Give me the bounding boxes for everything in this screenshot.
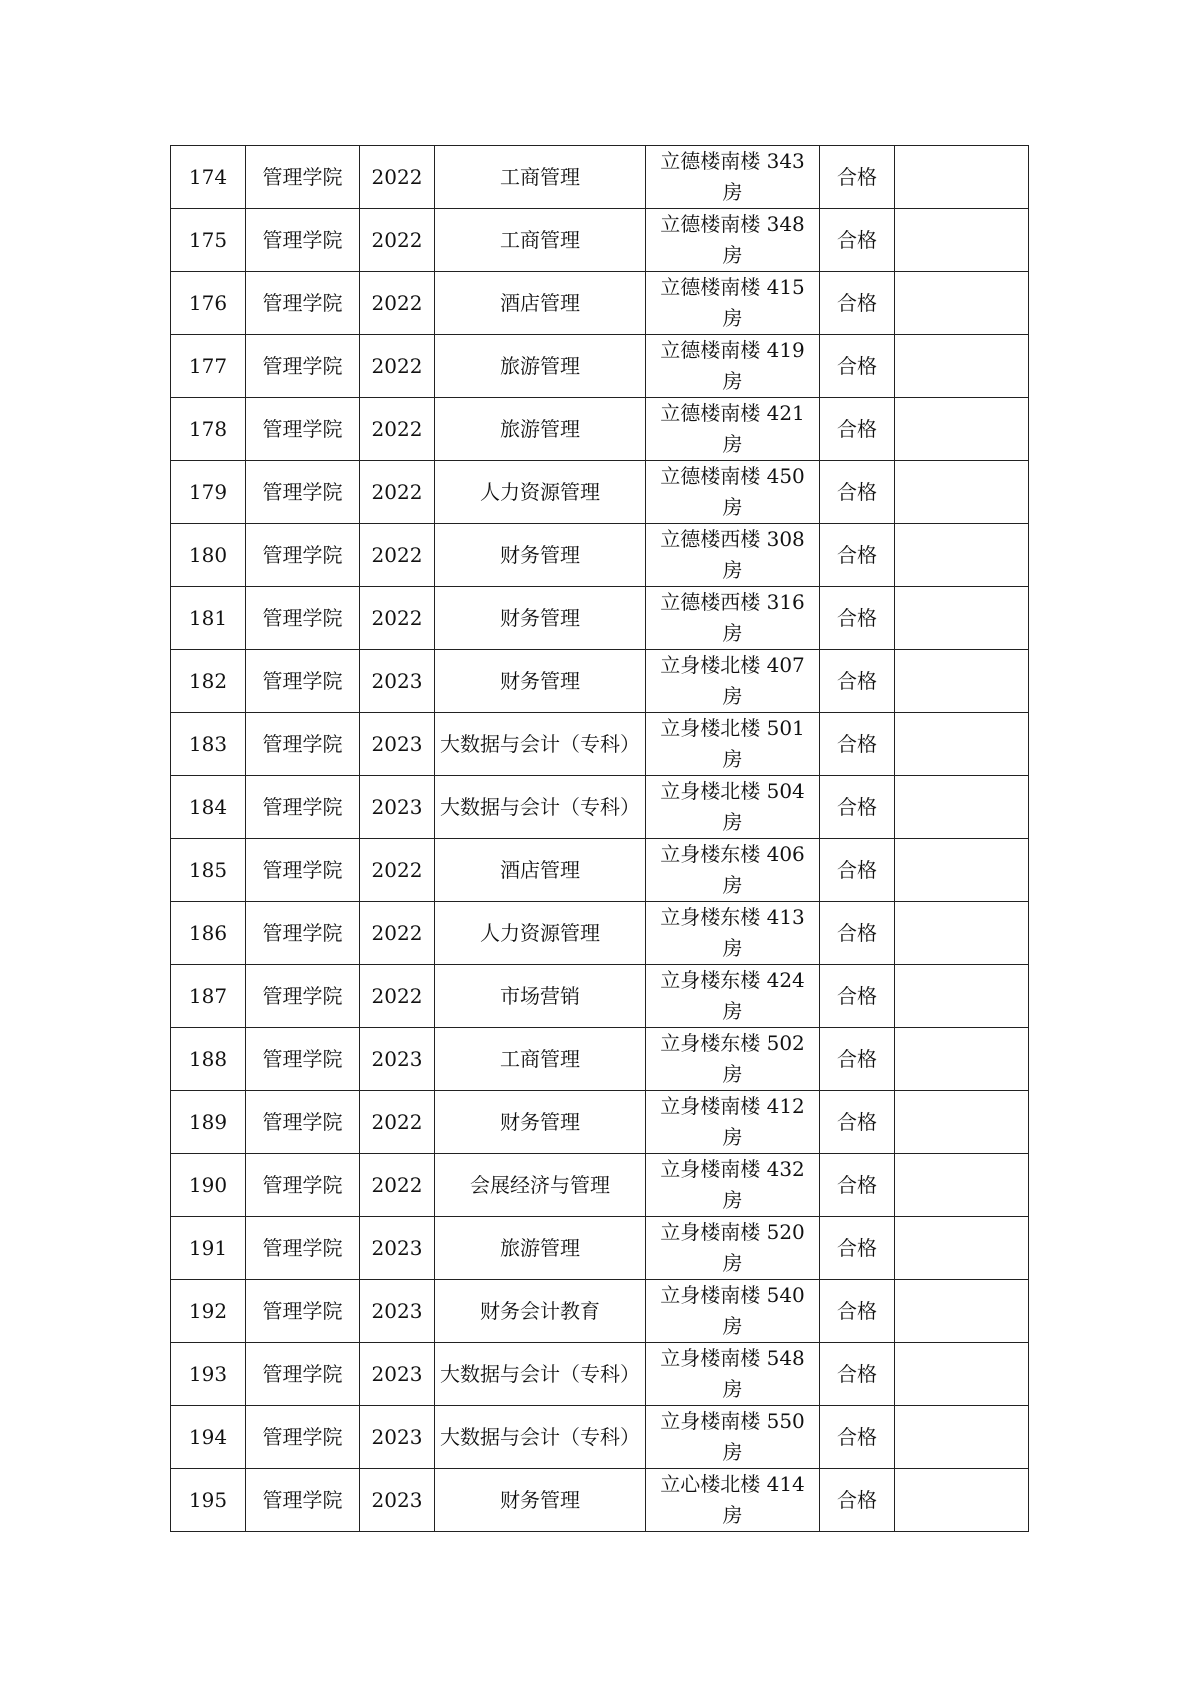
serial-number-cell: 189 [171, 1091, 246, 1154]
table-row [171, 209, 1029, 272]
grade-year-cell: 2022 [360, 839, 435, 902]
table-row [171, 461, 1029, 524]
serial-number-cell: 176 [171, 272, 246, 335]
grade-year-cell: 2023 [360, 650, 435, 713]
major-cell: 工商管理 [435, 209, 646, 272]
dorm-room-line1: 立身楼北楼 407 [660, 653, 805, 677]
dorm-room-line1: 立身楼东楼 406 [660, 842, 805, 866]
college-cell: 管理学院 [246, 1406, 360, 1469]
dorm-room-line1: 立身楼南楼 550 [660, 1409, 805, 1433]
result-cell: 合格 [820, 902, 895, 965]
note-cell [895, 650, 1029, 713]
note-cell [895, 587, 1029, 650]
serial-number-cell: 193 [171, 1343, 246, 1406]
grade-year-cell: 2022 [360, 146, 435, 209]
result-cell: 合格 [820, 1154, 895, 1217]
dorm-room-line1: 立身楼南楼 432 [660, 1157, 805, 1181]
dorm-room-cell [646, 965, 820, 1028]
dorm-room-line1: 立心楼北楼 414 [660, 1472, 805, 1496]
note-cell [895, 1469, 1029, 1532]
result-cell: 合格 [820, 1469, 895, 1532]
table-row [171, 650, 1029, 713]
dorm-room-line2: 房 [722, 1125, 743, 1149]
dorm-room-line2: 房 [722, 873, 743, 897]
dorm-room-line2: 房 [722, 936, 743, 960]
dorm-room-line2: 房 [722, 621, 743, 645]
serial-number-cell: 192 [171, 1280, 246, 1343]
result-cell: 合格 [820, 524, 895, 587]
dorm-room-line2: 房 [722, 747, 743, 771]
dorm-room-line1: 立身楼南楼 520 [660, 1220, 805, 1244]
serial-number-cell: 174 [171, 146, 246, 209]
dorm-room-line2: 房 [722, 684, 743, 708]
dorm-room-line2: 房 [722, 495, 743, 519]
dorm-room-line1: 立身楼东楼 424 [660, 968, 805, 992]
dorm-room-line2: 房 [722, 999, 743, 1023]
dorm-room-line2: 房 [722, 1062, 743, 1086]
major-cell: 旅游管理 [435, 398, 646, 461]
dorm-room-line1: 立身楼北楼 504 [660, 779, 805, 803]
note-cell [895, 335, 1029, 398]
college-cell: 管理学院 [246, 1469, 360, 1532]
college-cell: 管理学院 [246, 461, 360, 524]
table-row [171, 965, 1029, 1028]
dorm-room-cell [646, 461, 820, 524]
major-cell: 旅游管理 [435, 335, 646, 398]
dorm-room-line2: 房 [722, 810, 743, 834]
serial-number-cell: 185 [171, 839, 246, 902]
table-row [171, 1154, 1029, 1217]
result-cell: 合格 [820, 965, 895, 1028]
dormitory-inspection-table [170, 145, 1029, 1532]
serial-number-cell: 180 [171, 524, 246, 587]
grade-year-cell: 2022 [360, 902, 435, 965]
major-cell: 旅游管理 [435, 1217, 646, 1280]
major-cell: 财务管理 [435, 524, 646, 587]
table-row [171, 335, 1029, 398]
note-cell [895, 1154, 1029, 1217]
result-cell: 合格 [820, 1406, 895, 1469]
serial-number-cell: 178 [171, 398, 246, 461]
grade-year-cell: 2023 [360, 1028, 435, 1091]
dorm-room-cell [646, 839, 820, 902]
note-cell [895, 1028, 1029, 1091]
dorm-room-line1: 立德楼南楼 343 [660, 149, 805, 173]
college-cell: 管理学院 [246, 1154, 360, 1217]
result-cell: 合格 [820, 335, 895, 398]
result-cell: 合格 [820, 1091, 895, 1154]
college-cell: 管理学院 [246, 1280, 360, 1343]
serial-number-cell: 195 [171, 1469, 246, 1532]
serial-number-cell: 188 [171, 1028, 246, 1091]
major-cell: 市场营销 [435, 965, 646, 1028]
dorm-room-line1: 立德楼南楼 348 [660, 212, 805, 236]
grade-year-cell: 2022 [360, 965, 435, 1028]
note-cell [895, 776, 1029, 839]
dorm-room-line1: 立身楼南楼 412 [660, 1094, 805, 1118]
dorm-room-line2: 房 [722, 369, 743, 393]
college-cell: 管理学院 [246, 209, 360, 272]
grade-year-cell: 2022 [360, 209, 435, 272]
major-cell: 人力资源管理 [435, 902, 646, 965]
note-cell [895, 524, 1029, 587]
table-row [171, 1469, 1029, 1532]
major-cell: 财务管理 [435, 587, 646, 650]
result-cell: 合格 [820, 209, 895, 272]
dorm-room-cell [646, 1028, 820, 1091]
result-cell: 合格 [820, 587, 895, 650]
result-cell: 合格 [820, 1280, 895, 1343]
table-row [171, 1343, 1029, 1406]
dorm-room-cell [646, 209, 820, 272]
note-cell [895, 1280, 1029, 1343]
dorm-room-line1: 立德楼西楼 316 [660, 590, 805, 614]
dorm-room-cell [646, 587, 820, 650]
table-row [171, 1406, 1029, 1469]
table-row [171, 524, 1029, 587]
note-cell [895, 1217, 1029, 1280]
dorm-room-cell [646, 524, 820, 587]
major-cell: 财务管理 [435, 1469, 646, 1532]
dorm-room-cell [646, 1469, 820, 1532]
grade-year-cell: 2022 [360, 1154, 435, 1217]
dorm-room-line1: 立身楼南楼 540 [660, 1283, 805, 1307]
serial-number-cell: 179 [171, 461, 246, 524]
major-cell: 财务管理 [435, 1091, 646, 1154]
table-row [171, 146, 1029, 209]
serial-number-cell: 194 [171, 1406, 246, 1469]
note-cell [895, 1091, 1029, 1154]
college-cell: 管理学院 [246, 776, 360, 839]
serial-number-cell: 175 [171, 209, 246, 272]
college-cell: 管理学院 [246, 1217, 360, 1280]
note-cell [895, 1406, 1029, 1469]
result-cell: 合格 [820, 1217, 895, 1280]
dorm-room-cell [646, 1091, 820, 1154]
dorm-room-line1: 立德楼南楼 415 [660, 275, 805, 299]
dorm-room-line2: 房 [722, 1440, 743, 1464]
note-cell [895, 209, 1029, 272]
grade-year-cell: 2022 [360, 335, 435, 398]
result-cell: 合格 [820, 146, 895, 209]
dorm-room-cell [646, 146, 820, 209]
result-cell: 合格 [820, 461, 895, 524]
table-row [171, 1028, 1029, 1091]
college-cell: 管理学院 [246, 524, 360, 587]
table-row [171, 776, 1029, 839]
table-row [171, 1217, 1029, 1280]
major-cell: 大数据与会计（专科） [435, 713, 646, 776]
major-cell: 大数据与会计（专科） [435, 1343, 646, 1406]
major-cell: 工商管理 [435, 146, 646, 209]
serial-number-cell: 177 [171, 335, 246, 398]
dorm-room-cell [646, 1406, 820, 1469]
result-cell: 合格 [820, 776, 895, 839]
grade-year-cell: 2022 [360, 1091, 435, 1154]
grade-year-cell: 2022 [360, 524, 435, 587]
dorm-room-line1: 立身楼南楼 548 [660, 1346, 805, 1370]
serial-number-cell: 190 [171, 1154, 246, 1217]
serial-number-cell: 183 [171, 713, 246, 776]
college-cell: 管理学院 [246, 272, 360, 335]
dorm-room-line2: 房 [722, 1377, 743, 1401]
note-cell [895, 839, 1029, 902]
dorm-room-line2: 房 [722, 558, 743, 582]
result-cell: 合格 [820, 272, 895, 335]
result-cell: 合格 [820, 398, 895, 461]
major-cell: 酒店管理 [435, 839, 646, 902]
dorm-room-line2: 房 [722, 243, 743, 267]
dorm-room-cell [646, 713, 820, 776]
college-cell: 管理学院 [246, 398, 360, 461]
dorm-room-cell [646, 272, 820, 335]
table-row [171, 839, 1029, 902]
dorm-room-line2: 房 [722, 1251, 743, 1275]
dorm-room-cell [646, 1280, 820, 1343]
dorm-room-cell [646, 398, 820, 461]
dorm-room-cell [646, 902, 820, 965]
result-cell: 合格 [820, 650, 895, 713]
dorm-room-line2: 房 [722, 180, 743, 204]
result-cell: 合格 [820, 1343, 895, 1406]
dorm-room-line1: 立德楼西楼 308 [660, 527, 805, 551]
note-cell [895, 461, 1029, 524]
college-cell: 管理学院 [246, 650, 360, 713]
grade-year-cell: 2022 [360, 461, 435, 524]
grade-year-cell: 2022 [360, 272, 435, 335]
note-cell [895, 902, 1029, 965]
table-row [171, 587, 1029, 650]
note-cell [895, 965, 1029, 1028]
college-cell: 管理学院 [246, 587, 360, 650]
dorm-room-cell [646, 335, 820, 398]
serial-number-cell: 182 [171, 650, 246, 713]
table-row [171, 713, 1029, 776]
dorm-room-line2: 房 [722, 1314, 743, 1338]
college-cell: 管理学院 [246, 146, 360, 209]
major-cell: 人力资源管理 [435, 461, 646, 524]
college-cell: 管理学院 [246, 1028, 360, 1091]
grade-year-cell: 2023 [360, 1406, 435, 1469]
grade-year-cell: 2022 [360, 587, 435, 650]
dorm-room-cell [646, 1154, 820, 1217]
major-cell: 大数据与会计（专科） [435, 776, 646, 839]
college-cell: 管理学院 [246, 1091, 360, 1154]
grade-year-cell: 2023 [360, 1217, 435, 1280]
dorm-room-line1: 立身楼北楼 501 [660, 716, 805, 740]
table-row [171, 272, 1029, 335]
table-row [171, 1280, 1029, 1343]
grade-year-cell: 2023 [360, 776, 435, 839]
grade-year-cell: 2022 [360, 398, 435, 461]
dorm-room-cell [646, 650, 820, 713]
table-row [171, 902, 1029, 965]
note-cell [895, 146, 1029, 209]
grade-year-cell: 2023 [360, 1343, 435, 1406]
serial-number-cell: 184 [171, 776, 246, 839]
dorm-room-line2: 房 [722, 432, 743, 456]
major-cell: 财务管理 [435, 650, 646, 713]
college-cell: 管理学院 [246, 902, 360, 965]
dorm-room-line2: 房 [722, 1188, 743, 1212]
major-cell: 会展经济与管理 [435, 1154, 646, 1217]
serial-number-cell: 191 [171, 1217, 246, 1280]
dorm-room-line2: 房 [722, 306, 743, 330]
dorm-room-cell [646, 1343, 820, 1406]
table-row [171, 398, 1029, 461]
note-cell [895, 1343, 1029, 1406]
dorm-room-line1: 立身楼东楼 413 [660, 905, 805, 929]
college-cell: 管理学院 [246, 965, 360, 1028]
dorm-room-line1: 立德楼南楼 421 [660, 401, 805, 425]
grade-year-cell: 2023 [360, 1469, 435, 1532]
dorm-room-cell [646, 776, 820, 839]
result-cell: 合格 [820, 713, 895, 776]
result-cell: 合格 [820, 1028, 895, 1091]
major-cell: 酒店管理 [435, 272, 646, 335]
dorm-room-line1: 立德楼南楼 450 [660, 464, 805, 488]
serial-number-cell: 186 [171, 902, 246, 965]
college-cell: 管理学院 [246, 713, 360, 776]
serial-number-cell: 187 [171, 965, 246, 1028]
dorm-room-cell [646, 1217, 820, 1280]
result-cell: 合格 [820, 839, 895, 902]
grade-year-cell: 2023 [360, 713, 435, 776]
table-body [171, 146, 1029, 1532]
major-cell: 财务会计教育 [435, 1280, 646, 1343]
college-cell: 管理学院 [246, 839, 360, 902]
dorm-room-line1: 立德楼南楼 419 [660, 338, 805, 362]
college-cell: 管理学院 [246, 335, 360, 398]
dorm-room-line1: 立身楼东楼 502 [660, 1031, 805, 1055]
note-cell [895, 398, 1029, 461]
note-cell [895, 713, 1029, 776]
major-cell: 工商管理 [435, 1028, 646, 1091]
note-cell [895, 272, 1029, 335]
serial-number-cell: 181 [171, 587, 246, 650]
dorm-room-line2: 房 [722, 1503, 743, 1527]
grade-year-cell: 2023 [360, 1280, 435, 1343]
college-cell: 管理学院 [246, 1343, 360, 1406]
major-cell: 大数据与会计（专科） [435, 1406, 646, 1469]
table-row [171, 1091, 1029, 1154]
